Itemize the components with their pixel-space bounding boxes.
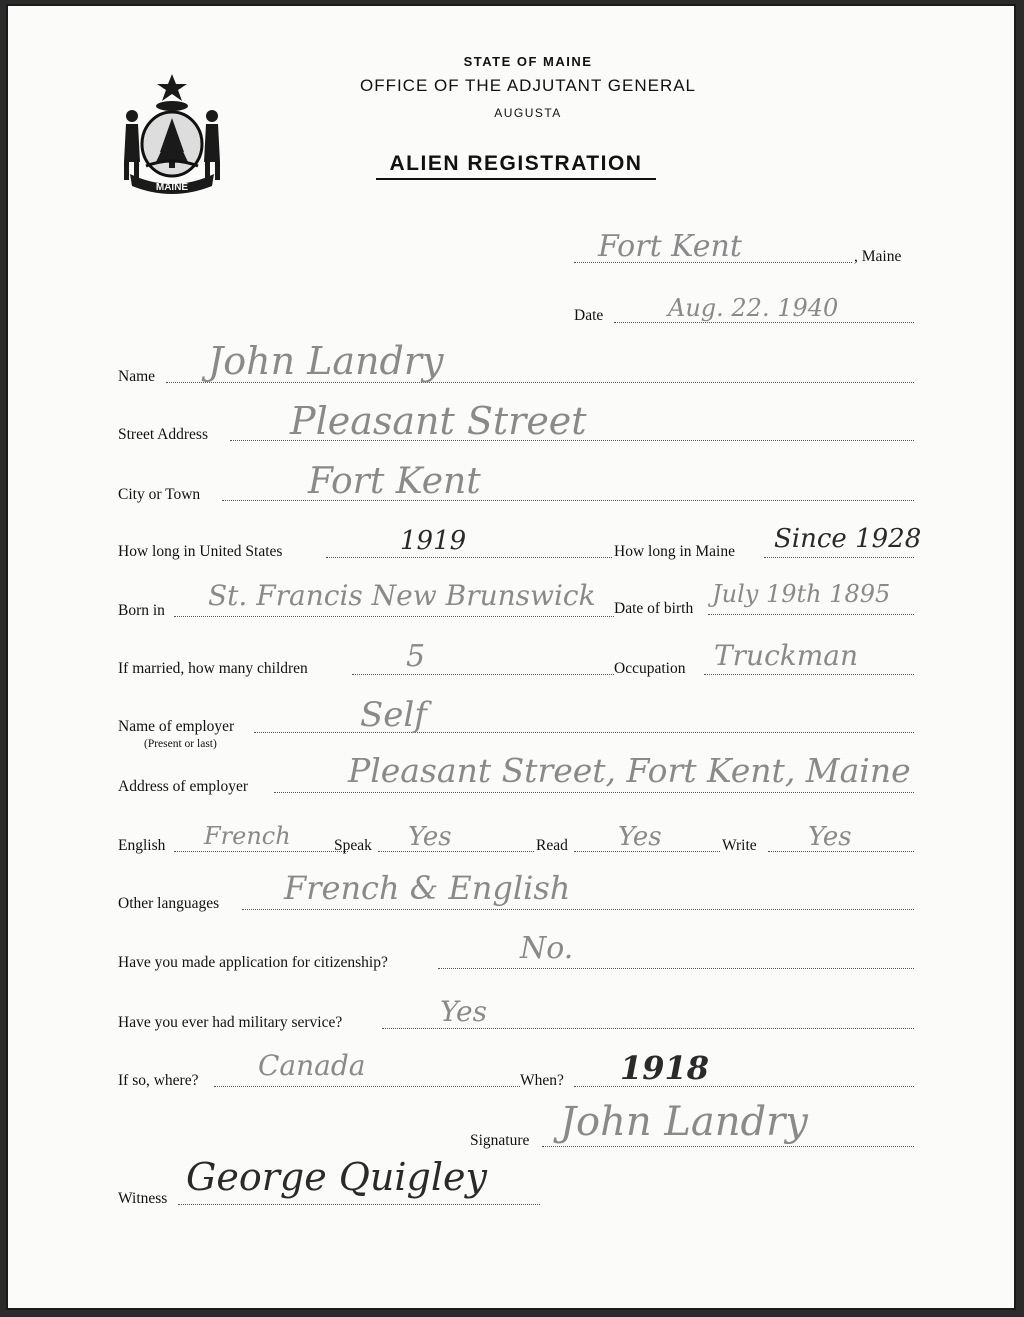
dob-value: July 19th 1895 [712,580,891,608]
born-label: Born in [118,602,165,619]
header-office: OFFICE OF THE ADJUTANT GENERAL [359,76,697,95]
citizenship-label: Have you made application for citizenship? [118,954,388,971]
street-value: Pleasant Street [290,399,587,443]
english-value: French [204,822,291,850]
where-label: If so, where? [118,1072,199,1089]
seal-text: MAINE [155,182,189,193]
when-label: When? [520,1072,564,1089]
header-state: STATE OF MAINE [463,54,593,69]
children-value: 5 [406,639,426,674]
signature-line [542,1146,914,1147]
occupation-label: Occupation [614,660,686,677]
english-label: English [118,837,166,854]
employer-sublabel: (Present or last) [144,738,217,750]
dob-label: Date of birth [614,600,694,617]
employer-address-value: Pleasant Street, Fort Kent, Maine [348,751,911,790]
employer-line [254,732,914,733]
signature-label: Signature [470,1132,530,1149]
born-line [174,616,614,617]
where-value: Canada [258,1049,366,1082]
employer-address-line [274,792,914,793]
born-value: St. Francis New Brunswick [208,579,596,612]
maine-time-line [764,557,914,558]
children-label: If married, how many children [118,660,308,677]
location-value: Fort Kent [598,229,742,264]
signature-value: John Landry [560,1099,808,1145]
us-time-label: How long in United States [118,543,283,560]
read-label: Read [536,837,568,854]
name-label: Name [118,368,156,385]
children-line [352,674,614,675]
occupation-line [704,674,914,675]
city-value: Fort Kent [308,461,481,502]
where-line [214,1086,520,1087]
witness-line [178,1204,540,1205]
write-value: Yes [808,822,852,852]
read-value: Yes [618,822,662,852]
military-label: Have you ever had military service? [118,1014,343,1031]
date-label: Date [574,307,604,324]
military-value: Yes [440,995,487,1028]
speak-value: Yes [408,822,452,852]
registration-form [6,4,1016,1310]
witness-label: Witness [118,1190,168,1207]
city-label: City or Town [118,486,201,503]
english-line [174,851,348,852]
write-label: Write [722,837,757,854]
maine-time-value: Since 1928 [774,524,922,554]
date-value: Aug. 22. 1940 [668,294,839,322]
dob-line [708,614,914,615]
employer-label: Name of employer [118,718,235,735]
other-languages-value: French & English [284,869,571,907]
employer-value: Self [360,695,427,735]
us-time-value: 1919 [400,526,467,556]
citizenship-line [438,968,914,969]
street-label: Street Address [118,426,208,443]
maine-seal-emblem [116,70,228,198]
when-value: 1918 [620,1049,710,1087]
employer-address-label: Address of employer [118,778,248,795]
us-time-line [326,557,612,558]
other-languages-line [242,909,914,910]
date-line [614,322,914,323]
other-languages-label: Other languages [118,895,220,912]
military-line [382,1028,914,1029]
location-suffix: , Maine [854,248,902,265]
occupation-value: Truckman [714,639,859,672]
header-city: AUGUSTA [494,106,562,120]
maine-time-label: How long in Maine [614,543,735,560]
speak-label: Speak [334,837,372,854]
speak-line [378,851,534,852]
name-value: John Landry [208,339,444,383]
witness-value: George Quigley [186,1155,487,1199]
citizenship-value: No. [520,931,574,966]
form-title: ALIEN REGISTRATION [376,152,656,180]
